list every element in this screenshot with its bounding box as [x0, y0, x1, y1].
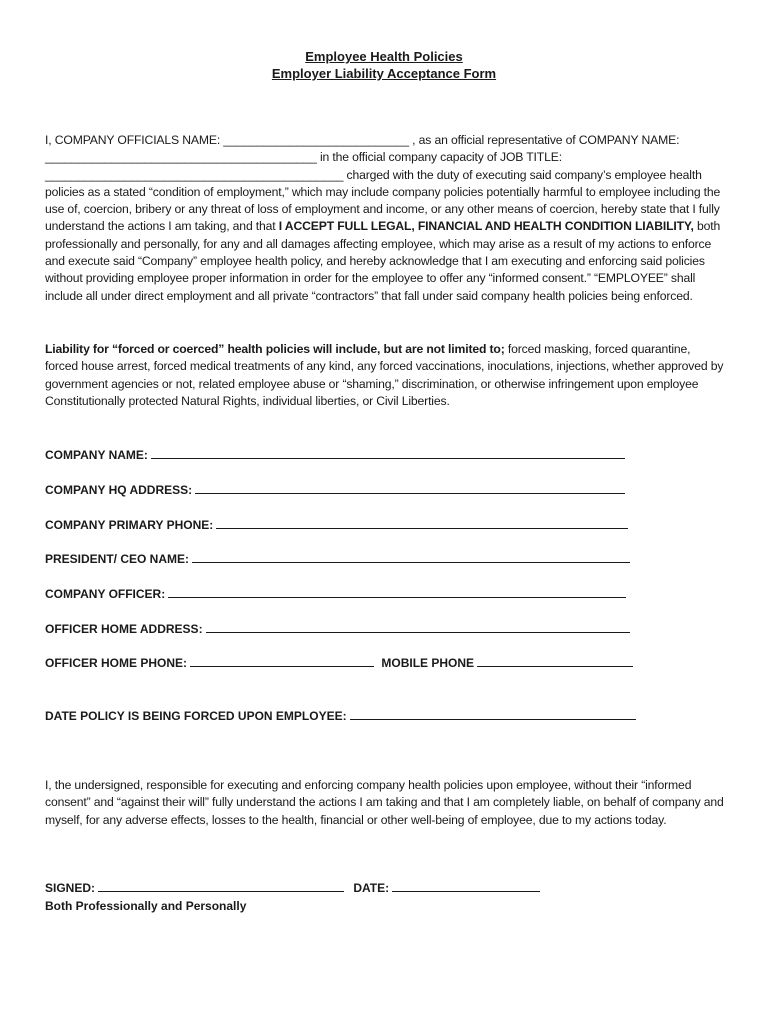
company-primary-phone-label: COMPANY PRIMARY PHONE:	[45, 518, 214, 532]
form-header	[0, 48, 768, 82]
intro-text-3: in the official company capacity of JOB TITLE:	[316, 150, 562, 165]
field-company-officer	[45, 586, 626, 602]
intro-text-4: charged with the duty of executing said company’s employee health policies as a stated “condition of employment,” which may include company policies potentially harmful to employee including the use of, coercion, bribery or any threat of loss of employment and income, or any other means of coercion, hereby state that I fully understand the actions I am taking, and that	[45, 167, 721, 234]
field-president-ceo-name	[45, 551, 630, 567]
liability-text: forced masking, forced quarantine, forced house arrest, forced medical treatments of any kind, any forced vaccinations, inoculations, injections, whether approved by government agencies or not, related employee abuse or “shaming,” discrimination, or otherwise infringement upon employee Constitutionally protected Natural Rights, individual liberties, or Civil Liberties.	[45, 342, 724, 408]
officials-name-blank[interactable]: ____________________________	[223, 133, 409, 147]
company-primary-phone-line[interactable]	[216, 517, 628, 529]
date-line[interactable]	[392, 880, 540, 892]
field-company-hq-address	[45, 482, 625, 498]
field-company-name	[45, 447, 625, 463]
field-officer-home-phone	[45, 655, 633, 671]
signed-label: SIGNED:	[45, 881, 96, 895]
liability-paragraph	[45, 341, 725, 410]
signature-line[interactable]	[98, 880, 344, 892]
officer-home-address-label: OFFICER HOME ADDRESS:	[45, 622, 203, 636]
president-ceo-name-line[interactable]	[192, 551, 630, 563]
company-officer-line[interactable]	[168, 586, 626, 598]
company-officer-label: COMPANY OFFICER:	[45, 587, 166, 601]
company-name-label: COMPANY NAME:	[45, 448, 148, 462]
document-title: Employee Health Policies	[305, 49, 463, 64]
officer-home-phone-line[interactable]	[190, 655, 374, 667]
intro-text-2: , as an official representative of COMPANY NAME:	[408, 133, 680, 147]
date-policy-forced-line[interactable]	[350, 708, 636, 720]
liability-acceptance-statement: I ACCEPT FULL LEGAL, FINANCIAL AND HEALTH CONDITION LIABILITY,	[278, 219, 694, 234]
intro-text-1: I, COMPANY OFFICIALS NAME:	[45, 133, 224, 147]
mobile-phone-line[interactable]	[477, 655, 633, 667]
officer-home-address-line[interactable]	[206, 621, 630, 633]
field-officer-home-address	[45, 621, 630, 637]
signature-sub-label: Both Professionally and Personally	[45, 899, 247, 913]
field-date-policy-forced	[45, 708, 636, 724]
declaration-paragraph	[45, 777, 725, 829]
date-policy-forced-label: DATE POLICY IS BEING FORCED UPON EMPLOYEE:	[45, 709, 347, 723]
liability-heading: Liability for “forced or coerced” health policies will include, but are not limited to;	[45, 342, 505, 356]
officer-home-phone-label: OFFICER HOME PHONE:	[45, 656, 188, 670]
declaration-text: I, the undersigned, responsible for executing and enforcing company health policies upon employee, without their “informed consent” and “against their will” fully understand the actions I am taking and that I am completely liable, on behalf of company and myself, for any adverse effects, losses to the health, financial or other well-being of employee, due to my actions today.	[45, 778, 724, 827]
company-hq-address-line[interactable]	[195, 482, 625, 494]
field-company-primary-phone	[45, 517, 628, 533]
intro-paragraph	[45, 132, 725, 305]
company-name-line[interactable]	[151, 447, 625, 459]
job-title-blank[interactable]: _____________________________________________	[45, 167, 344, 182]
company-name-blank[interactable]: _________________________________________	[45, 150, 317, 165]
document-subtitle: Employer Liability Acceptance Form	[271, 66, 497, 81]
intro-text-5: both professionally and personally, for any and all damages affecting employee, which may arise as a result of my actions to enforce and execute said “Company” employee health policy, and hereby acknowledge that I am executing and enforcing said policies without providing employee proper information in order for the employee to offer any “informed consent.” “EMPLOYEE” shall include all under direct employment and all private “contractors” that fall under said company health policies being enforced.	[45, 219, 721, 303]
company-hq-address-label: COMPANY HQ ADDRESS:	[45, 483, 193, 497]
signature-row	[45, 880, 540, 896]
date-label: DATE:	[353, 881, 390, 895]
mobile-phone-label: MOBILE PHONE	[381, 656, 475, 670]
president-ceo-name-label: PRESIDENT/ CEO NAME:	[45, 552, 190, 566]
